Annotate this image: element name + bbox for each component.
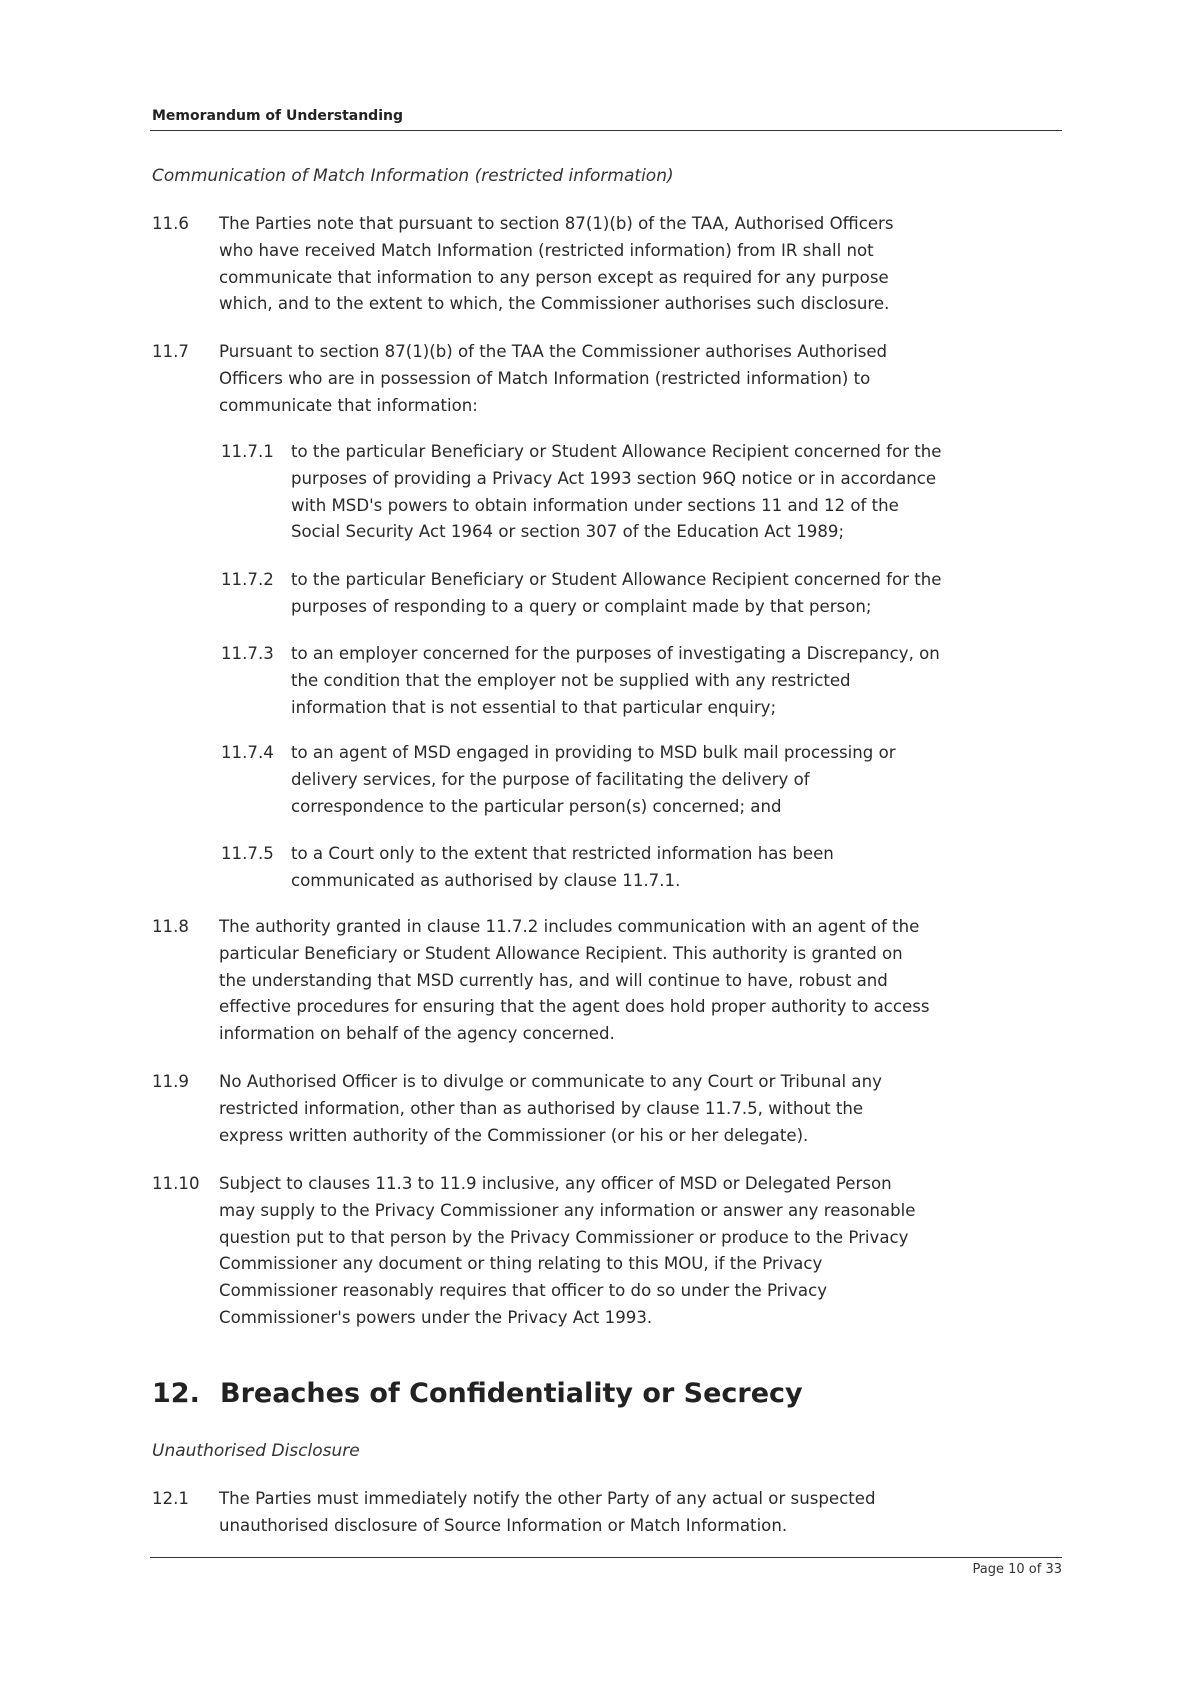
clause-line: Pursuant to section 87(1)(b) of the TAA the Commissioner authorises Authorised — [219, 342, 888, 361]
clause-line: correspondence to the particular person(s) concerned; and — [291, 796, 782, 816]
clause-line: to the particular Beneficiary or Student Allowance Recipient concerned for the — [291, 570, 942, 589]
clause-line: purposes of providing a Privacy Act 1993 section 96Q notice or in accordance — [291, 468, 937, 488]
clause-line: Subject to clauses 11.3 to 11.9 inclusive, any officer of MSD or Delegated Person — [219, 1174, 892, 1193]
clause-line: The authority granted in clause 11.7.2 includes communication with an agent of the — [219, 917, 920, 936]
clause-line: particular Beneficiary or Student Allowance Recipient. This authority is granted on — [219, 943, 903, 963]
clause-number: 11.7.1 — [221, 442, 274, 461]
clause-line: delivery services, for the purpose of facilitating the delivery of — [291, 769, 810, 789]
clause-line: Officers who are in possession of Match Information (restricted information) to — [219, 368, 871, 388]
clause-line: who have received Match Information (restricted information) from IR shall not — [219, 240, 874, 260]
clause-line: to the particular Beneficiary or Student Allowance Recipient concerned for the — [291, 442, 942, 461]
clause-line: Social Security Act 1964 or section 307 of the Education Act 1989; — [291, 522, 845, 542]
clause-line: express written authority of the Commissioner (or his or her delegate). — [219, 1125, 809, 1145]
clause-number: 11.7.3 — [221, 644, 274, 663]
clause-line: Commissioner reasonably requires that officer to do so under the Privacy — [219, 1281, 828, 1301]
clause-number: 11.7.4 — [221, 743, 274, 762]
clause-line: No Authorised Officer is to divulge or communicate to any Court or Tribunal any — [219, 1072, 882, 1091]
clause-line: the condition that the employer not be supplied with any restricted — [291, 670, 851, 690]
page-number: Page 10 of 33 — [972, 1562, 1062, 1577]
header-rule — [150, 130, 1062, 131]
section-number: 12. — [152, 1378, 200, 1409]
subheading-communication: Communication of Match Information (restricted information) — [152, 166, 674, 186]
section-title: Breaches of Confidentiality or Secrecy — [220, 1378, 803, 1409]
clause-line: communicated as authorised by clause 11.7.1. — [291, 870, 681, 890]
clause-number: 11.6 — [152, 214, 189, 233]
clause-line: with MSD's powers to obtain information under sections 11 and 12 of the — [291, 495, 899, 515]
clause-line: Commissioner's powers under the Privacy Act 1993. — [219, 1307, 653, 1327]
clause-line: Commissioner any document or thing relating to this MOU, if the Privacy — [219, 1254, 823, 1274]
clause-number: 11.8 — [152, 917, 189, 936]
clause-number: 12.1 — [152, 1489, 189, 1508]
clause-line: information that is not essential to that particular enquiry; — [291, 697, 777, 717]
clause-number: 11.9 — [152, 1072, 189, 1091]
clause-line: effective procedures for ensuring that the agent does hold proper authority to access — [219, 997, 930, 1017]
clause-number: 11.7.5 — [221, 844, 274, 863]
clause-line: The Parties note that pursuant to section 87(1)(b) of the TAA, Authorised Officers — [219, 214, 894, 233]
clause-line: may supply to the Privacy Commissioner any information or answer any reasonable — [219, 1200, 916, 1220]
clause-line: communicate that information to any person except as required for any purpose — [219, 267, 889, 287]
clause-line: question put to that person by the Privacy Commissioner or produce to the Privacy — [219, 1227, 909, 1247]
section-heading — [152, 1378, 803, 1409]
clause-line: to an employer concerned for the purposes of investigating a Discrepancy, on — [291, 644, 940, 663]
clause-line: which, and to the extent to which, the Commissioner authorises such disclosure. — [219, 294, 890, 314]
clause-number: 11.10 — [152, 1174, 200, 1193]
document-header: Memorandum of Understanding — [152, 108, 403, 124]
footer-rule — [150, 1557, 1062, 1558]
clause-line: to an agent of MSD engaged in providing to MSD bulk mail processing or — [291, 743, 896, 762]
clause-line: information on behalf of the agency concerned. — [219, 1024, 615, 1044]
clause-line: unauthorised disclosure of Source Information or Match Information. — [219, 1515, 788, 1535]
clause-line: communicate that information: — [219, 395, 478, 415]
clause-line: the understanding that MSD currently has, and will continue to have, robust and — [219, 970, 888, 990]
clause-line: restricted information, other than as authorised by clause 11.7.5, without the — [219, 1098, 864, 1118]
subheading-unauthorised-disclosure: Unauthorised Disclosure — [152, 1441, 360, 1461]
clause-line: purposes of responding to a query or complaint made by that person; — [291, 596, 872, 616]
clause-line: The Parties must immediately notify the other Party of any actual or suspected — [219, 1489, 876, 1508]
clause-line: to a Court only to the extent that restricted information has been — [291, 844, 834, 863]
clause-number: 11.7.2 — [221, 570, 274, 589]
clause-number: 11.7 — [152, 342, 189, 361]
